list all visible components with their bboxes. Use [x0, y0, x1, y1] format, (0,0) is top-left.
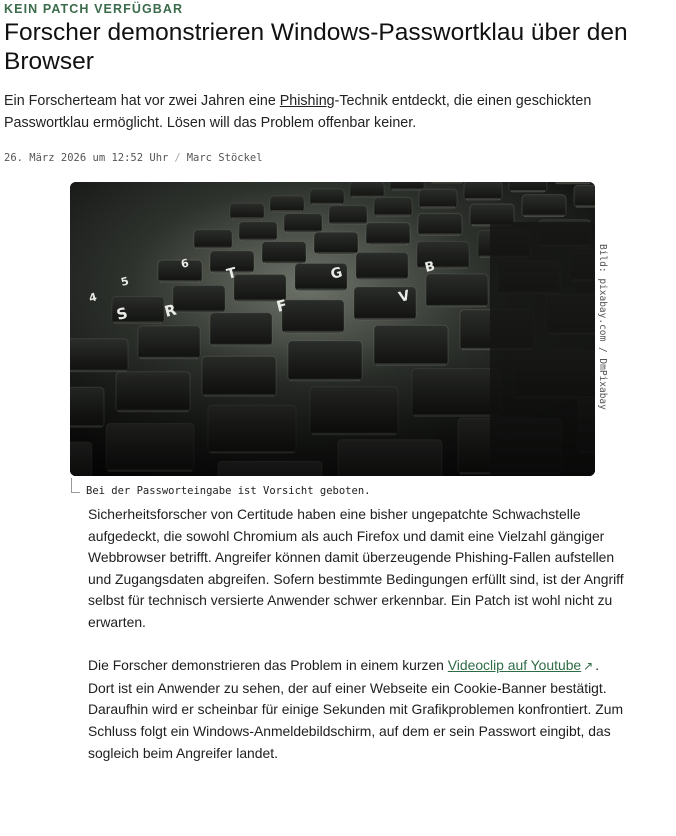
youtube-video-link-label: Videoclip auf Youtube [447, 657, 582, 674]
lead-text-end: -Technik entdeckt, die einen geschickten Passwortklau ermöglicht. Lösen will das Problem offenbar keiner. [4, 93, 592, 131]
keyboard-photo [70, 182, 595, 476]
phishing-link[interactable]: Phishing [279, 93, 335, 109]
external-link-icon: ↗ [583, 659, 594, 674]
article-body [88, 504, 628, 786]
body-paragraph-2 [88, 655, 628, 764]
caption-hook-line [71, 478, 80, 493]
paragraph2-text-end: . Dort ist ein Anwender zu sehen, der auf einer Webseite ein Cookie-Banner bestätigt. Daraufhin wird er scheinbar für einige Sekunden mit Grafikproblemen konfrontiert. Zum Schluss folgt ein Windows-Anmeldebildschirm, auf dem er sein Passwort eingibt, das sogleich beim Angreifer landet. [88, 657, 624, 761]
article-title: Forscher demonstrieren Windows-Passwortklau über den Browser [4, 19, 628, 75]
youtube-video-link[interactable] [448, 657, 581, 673]
article-meta [4, 152, 263, 164]
image-caption: Bei der Passworteingabe ist Vorsicht geboten. [86, 485, 371, 497]
meta-separator: / [174, 152, 181, 164]
lead-text-start: Ein Forscherteam hat vor zwei Jahren eine [4, 93, 280, 109]
article-kicker: KEIN PATCH VERFÜGBAR [4, 2, 184, 16]
image-credit: Bild: pixabay.com / DmPixabay [597, 244, 608, 410]
author-name[interactable]: Marc Stöckel [186, 152, 263, 164]
publish-date: 26. März 2026 um 12:52 Uhr [4, 152, 169, 164]
article-image [70, 182, 595, 476]
paragraph2-text-start: Die Forscher demonstrieren das Problem in einem kurzen [88, 657, 448, 674]
body-paragraph-1: Sicherheitsforscher von Certitude haben eine bisher ungepatchte Schwachstelle aufgedeckt, die sowohl Chromium als auch Firefox und damit eine Vielzahl gängiger Webbrowser betrifft. Angreifer können damit überzeugende Phishing-Fallen aufstellen und Zugangsdaten abgreifen. Sofern bestimmte Bedingungen erfüllt sind, ist der Angriff selbst für technisch versierte Anwender schwer erkennbar. Ein Patch ist wohl nicht zu erwarten. [88, 506, 624, 630]
article-lead [4, 90, 644, 134]
